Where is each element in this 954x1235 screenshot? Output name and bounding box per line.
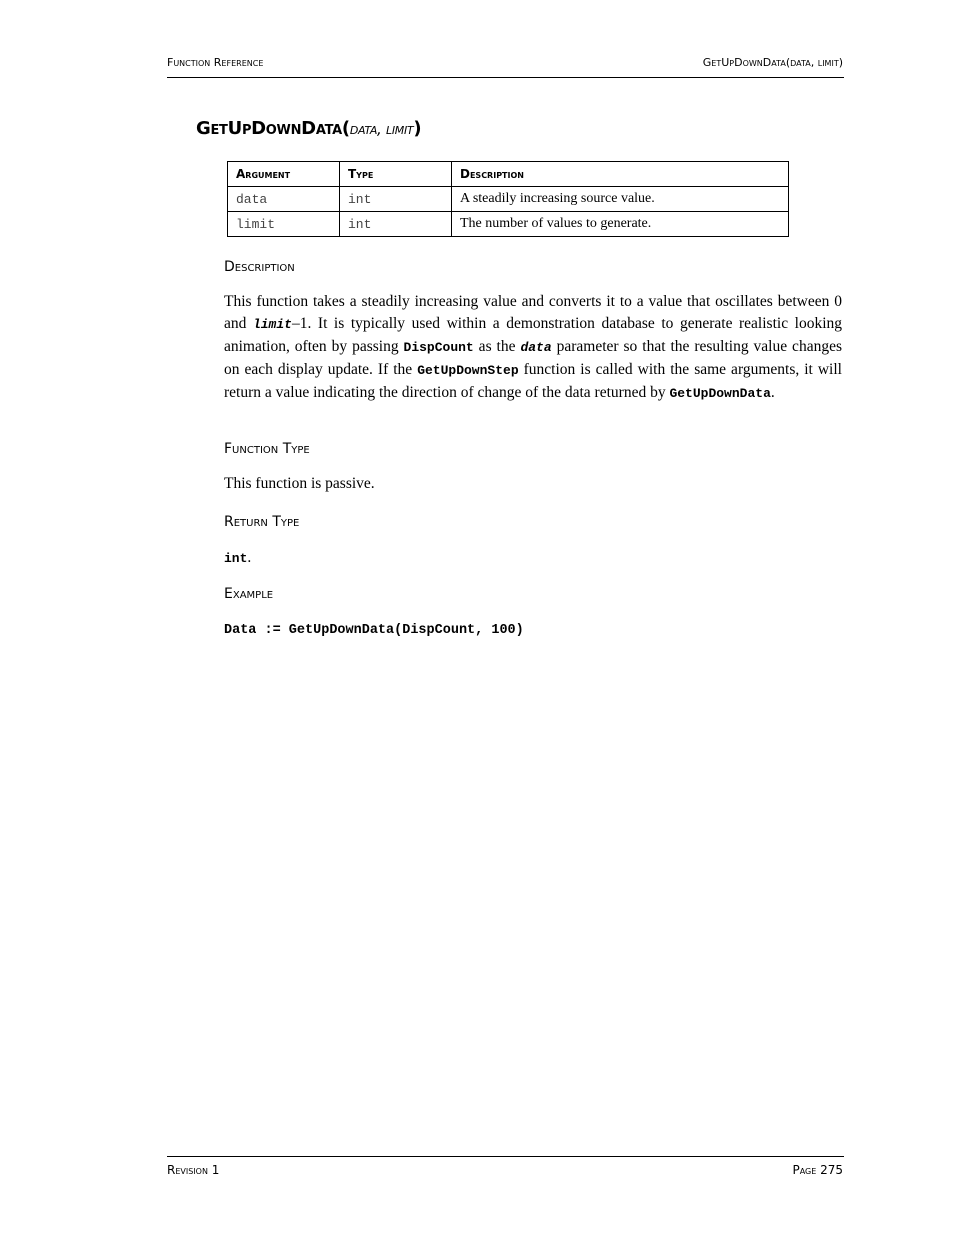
page-footer [167, 1163, 843, 1177]
function-name: GetUpDownData( [196, 118, 350, 139]
page-header [167, 56, 843, 69]
header-function-title: GetUpDownData(data, limit) [702, 56, 843, 69]
table-row [228, 212, 789, 237]
code-data: data [520, 340, 552, 355]
arguments-table [227, 161, 789, 237]
function-close: ) [413, 118, 422, 139]
column-header-type: Type [340, 162, 452, 187]
function-args: data, limit [349, 120, 414, 138]
return-type-heading: Return Type [224, 514, 300, 530]
function-title [196, 118, 421, 139]
table-row [228, 187, 789, 212]
cell-description: A steadily increasing source value. [452, 187, 789, 212]
function-type-heading: Function Type [224, 441, 310, 457]
code-dispcount: DispCount [403, 340, 474, 355]
cell-description: The number of values to generate. [452, 212, 789, 237]
header-section-title: Function Reference [167, 56, 264, 69]
code-limit: limit [252, 317, 292, 332]
description-heading: Description [224, 259, 295, 275]
footer-page-number: Page 275 [792, 1163, 843, 1177]
footer-revision: Revision 1 [167, 1163, 220, 1177]
table-header-row [228, 162, 789, 187]
return-type-text: int. [224, 549, 252, 566]
column-header-argument: Argument [228, 162, 340, 187]
description-paragraph: This function takes a steadily increasing value and converts it to a value that oscillates between 0 and limit–1. It is typically used within a demonstration database to generate realistic looking animation, often by passing DispCount as the data parameter so that the resulting value changes on each display update. If the GetUpDownStep function is called with the same arguments, it will return a value indicating the direction of change of the data returned by GetUpDownData. [224, 293, 842, 401]
cell-type: int [340, 212, 452, 237]
footer-rule [167, 1156, 844, 1157]
example-code: Data := GetUpDownData(DispCount, 100) [224, 623, 524, 638]
cell-argument: limit [228, 212, 340, 237]
example-heading: Example [224, 586, 274, 602]
code-int: int [224, 551, 248, 566]
code-getupdowndata: GetUpDownData [669, 386, 771, 401]
code-getupdownstep: GetUpDownStep [417, 363, 519, 378]
header-rule [167, 77, 844, 78]
column-header-description: Description [452, 162, 789, 187]
cell-type: int [340, 187, 452, 212]
cell-argument: data [228, 187, 340, 212]
function-type-text: This function is passive. [224, 475, 375, 492]
